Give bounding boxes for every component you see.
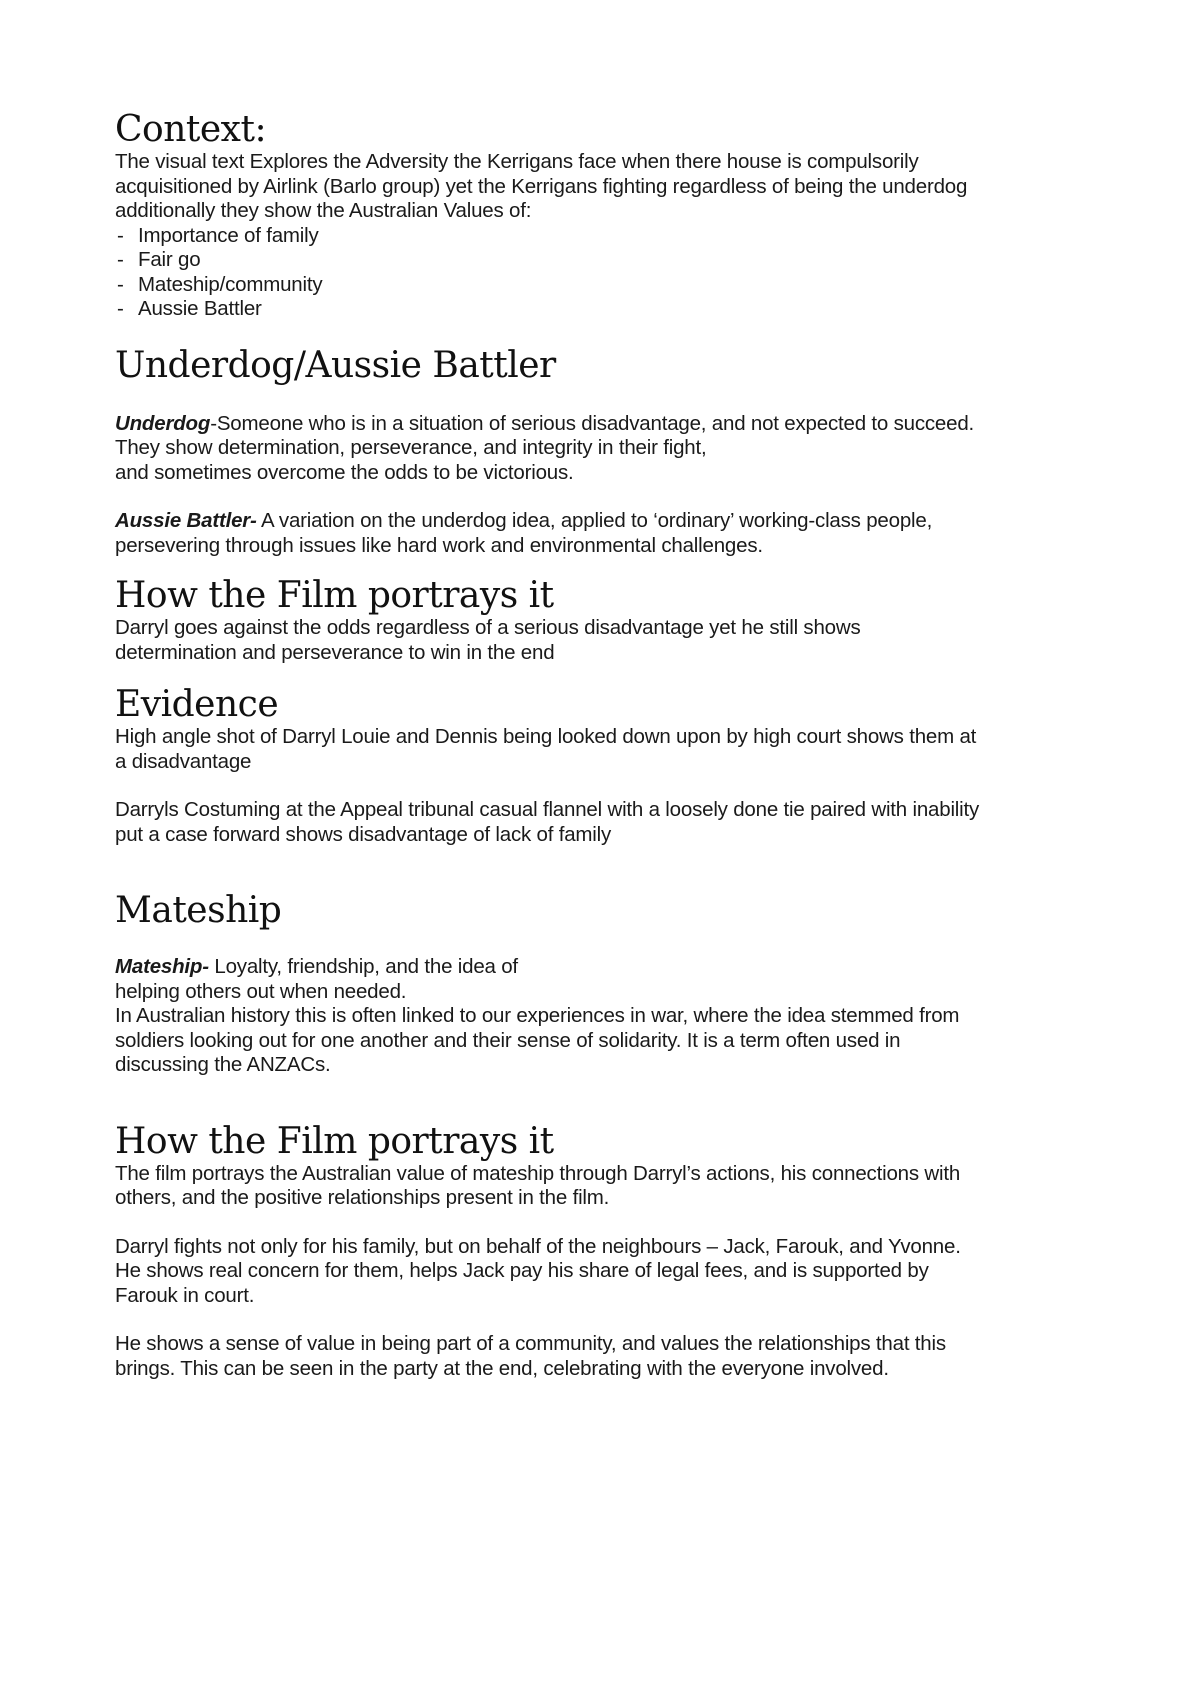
body-line: High angle shot of Darryl Louie and Dennis being looked down upon by high court shows them at — [115, 725, 977, 748]
context-intro — [115, 150, 1115, 224]
body-line: a disadvantage — [115, 749, 252, 773]
underdog-definition-line: They show determination, perseverance, and integrity in their fight, — [115, 436, 707, 459]
underdog-definition-line — [115, 412, 1115, 437]
aussie-battler-term: Aussie Battler- — [115, 509, 257, 532]
evidence-paragraph-1 — [115, 725, 1115, 774]
context-intro-line: additionally they show the Australian Values of: — [115, 199, 532, 222]
mateship-definition — [115, 955, 1115, 1078]
aussie-battler-definition-line: persevering through issues like hard work and environmental challenges. — [115, 533, 763, 557]
film-portrays-underdog-text — [115, 616, 1115, 665]
heading-evidence: Evidence — [115, 684, 279, 725]
underdog-definition-text: -Someone who is in a situation of serious disadvantage, and not expected to succeed. — [210, 411, 975, 435]
body-line: Farouk in court. — [115, 1283, 255, 1307]
document-content — [115, 110, 1115, 1381]
body-line: The film portrays the Australian value of mateship through Darryl’s actions, his connections with — [115, 1161, 961, 1185]
underdog-term: Underdog — [115, 411, 211, 435]
mateship-definition-line: soldiers looking out for one another and their sense of solidarity. It is a term often used in — [115, 1028, 901, 1052]
mateship-definition-line: helping others out when needed. — [115, 979, 407, 1003]
body-line: others, and the positive relationships present in the film. — [115, 1186, 610, 1209]
list-item: - Fair go — [115, 248, 1115, 273]
context-intro-line: The visual text Explores the Adversity the Kerrigans face when there house is compulsorily — [115, 150, 919, 173]
body-line: put a case forward shows disadvantage of lack of family — [115, 822, 612, 846]
heading-how-film-portrays-mateship: How the Film portrays it — [115, 1120, 554, 1162]
aussie-battler-definition-text: A variation on the underdog idea, applied to ‘ordinary’ working-class people, — [256, 509, 933, 532]
mateship-definition-line: In Australian history this is often linked to our experiences in war, where the idea stemmed from — [115, 1004, 960, 1027]
mateship-term: Mateship- — [115, 955, 209, 978]
film-portrays-mateship-paragraph-3 — [115, 1332, 1115, 1381]
underdog-definition-line: and sometimes overcome the odds to be victorious. — [115, 460, 574, 484]
film-portrays-mateship-paragraph-2 — [115, 1235, 1115, 1309]
body-line: Darryls Costuming at the Appeal tribunal casual flannel with a loosely done tie paired with inability — [115, 798, 980, 821]
body-line: brings. This can be seen in the party at the end, celebrating with the everyone involved. — [115, 1356, 889, 1380]
mateship-definition-line — [115, 955, 1115, 980]
australian-values-list — [115, 224, 1115, 322]
mateship-definition-text: Loyalty, friendship, and the idea of — [208, 955, 518, 978]
list-item: - Importance of family — [115, 224, 1115, 249]
list-item: - Mateship/community — [115, 273, 1115, 298]
heading-context: Context: — [115, 109, 267, 150]
heading-mateship: Mateship — [115, 890, 282, 931]
underdog-definition — [115, 412, 1115, 486]
list-item: - Aussie Battler — [115, 297, 1115, 322]
evidence-paragraph-2 — [115, 798, 1115, 847]
aussie-battler-definition — [115, 509, 1115, 558]
body-line: Darryl goes against the odds regardless of a serious disadvantage yet he still shows — [115, 616, 861, 639]
film-portrays-mateship-paragraph-1 — [115, 1162, 1115, 1211]
context-intro-line: acquisitioned by Airlink (Barlo group) yet the Kerrigans fighting regardless of being the underdog — [115, 174, 968, 198]
body-line: Darryl fights not only for his family, but on behalf of the neighbours – Jack, Farouk, and Yvonne. — [115, 1234, 961, 1258]
heading-how-film-portrays-underdog: How the Film portrays it — [115, 575, 554, 616]
body-line: He shows a sense of value in being part of a community, and values the relationships that this — [115, 1332, 946, 1355]
aussie-battler-definition-line — [115, 509, 1115, 534]
body-line: He shows real concern for them, helps Jack pay his share of legal fees, and is supported by — [115, 1259, 929, 1282]
heading-underdog-aussie-battler: Underdog/Aussie Battler — [115, 344, 556, 386]
mateship-definition-line: discussing the ANZACs. — [115, 1053, 331, 1076]
body-line: determination and perseverance to win in the end — [115, 640, 555, 664]
